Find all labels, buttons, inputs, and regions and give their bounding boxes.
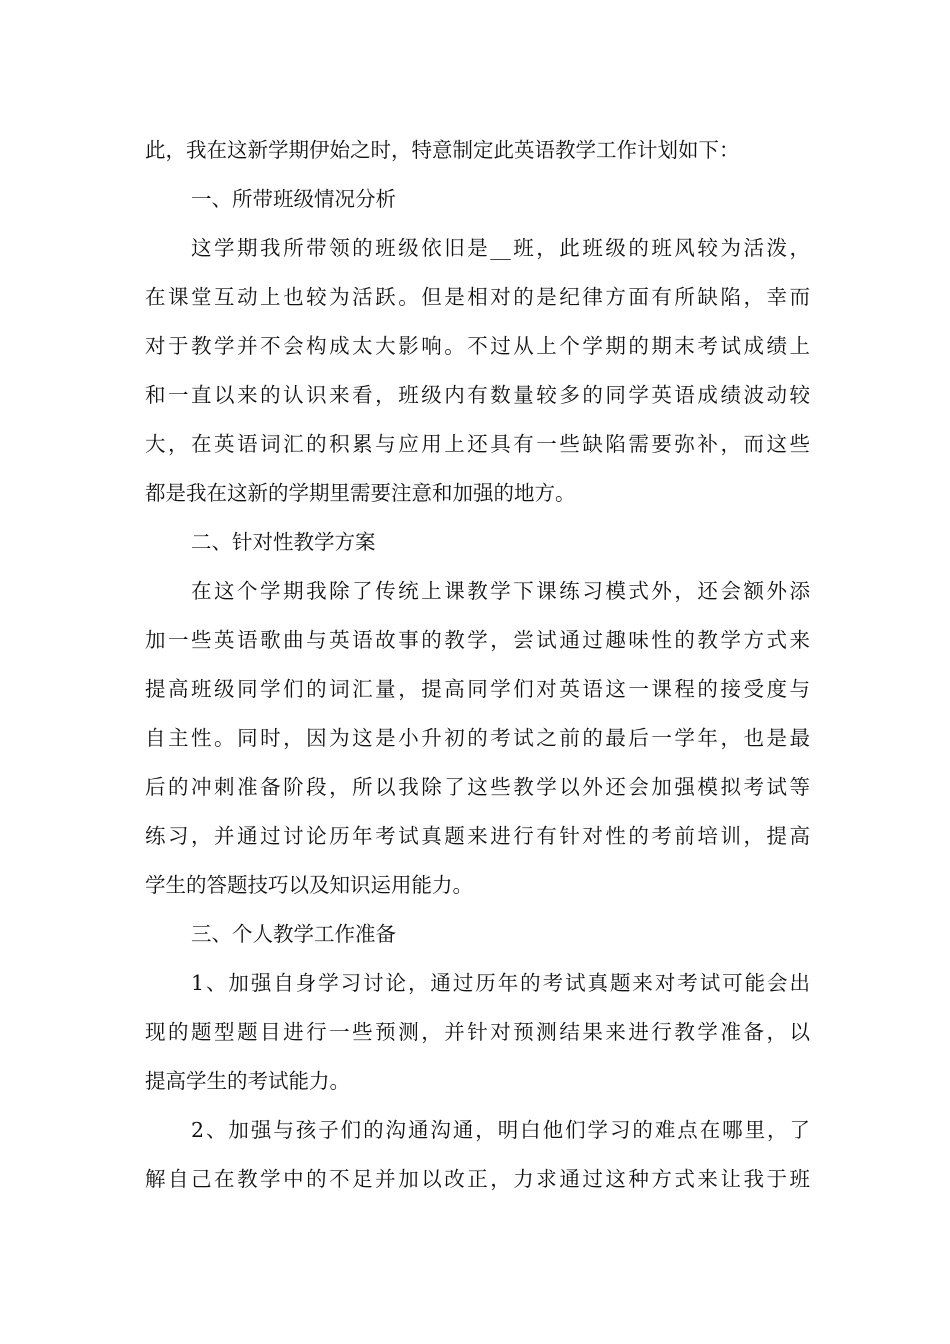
paragraph-2-line: 自主性。同时，因为这是小升初的考试之前的最后一学年，也是最 (145, 726, 810, 750)
paragraph-3-line: 1、加强自身学习讨论，通过历年的考试真题来对考试可能会出 (191, 971, 810, 995)
paragraph-2-line: 提高班级同学们的词汇量，提高同学们对英语这一课程的接受度与 (145, 677, 810, 701)
paragraph-2-line: 学生的答题技巧以及知识运用能力。 (145, 873, 473, 897)
paragraph-3-line: 提高学生的考试能力。 (145, 1069, 350, 1093)
section-heading-3: 三、个人教学工作准备 (191, 922, 396, 946)
section-heading-2: 二、针对性教学方案 (191, 530, 376, 554)
section-heading-1: 一、所带班级情况分析 (191, 187, 396, 211)
paragraph-2-line: 后的冲刺准备阶段，所以我除了这些教学以外还会加强模拟考试等 (145, 775, 810, 799)
paragraph-1-line: 和一直以来的认识来看，班级内有数量较多的同学英语成绩波动较 (145, 383, 810, 407)
paragraph-1-line: 大，在英语词汇的积累与应用上还具有一些缺陷需要弥补，而这些 (145, 432, 810, 456)
paragraph-1-line: 对于教学并不会构成太大影响。不过从上个学期的期末考试成绩上 (145, 334, 810, 358)
paragraph-4-line: 解自己在教学中的不足并加以改正，力求通过这种方式来让我于班 (145, 1167, 810, 1191)
paragraph-4-line: 2、加强与孩子们的沟通沟通，明白他们学习的难点在哪里，了 (191, 1118, 810, 1142)
paragraph-2-line: 在这个学期我除了传统上课教学下课练习模式外，还会额外添 (191, 579, 810, 603)
paragraph-1-line: 这学期我所带领的班级依旧是__班，此班级的班风较为活泼， (191, 236, 810, 260)
paragraph-2-line: 加一些英语歌曲与英语故事的教学，尝试通过趣味性的教学方式来 (145, 628, 810, 652)
paragraph-2-line: 练习，并通过讨论历年考试真题来进行有针对性的考前培训，提高 (145, 824, 810, 848)
paragraph-1-line: 都是我在这新的学期里需要注意和加强的地方。 (145, 481, 576, 505)
paragraph-3-line: 现的题型题目进行一些预测，并针对预测结果来进行教学准备，以 (145, 1020, 810, 1044)
intro-line: 此，我在这新学期伊始之时，特意制定此英语教学工作计划如下： (145, 138, 740, 162)
paragraph-1-line: 在课堂互动上也较为活跃。但是相对的是纪律方面有所缺陷，幸而 (145, 285, 810, 309)
